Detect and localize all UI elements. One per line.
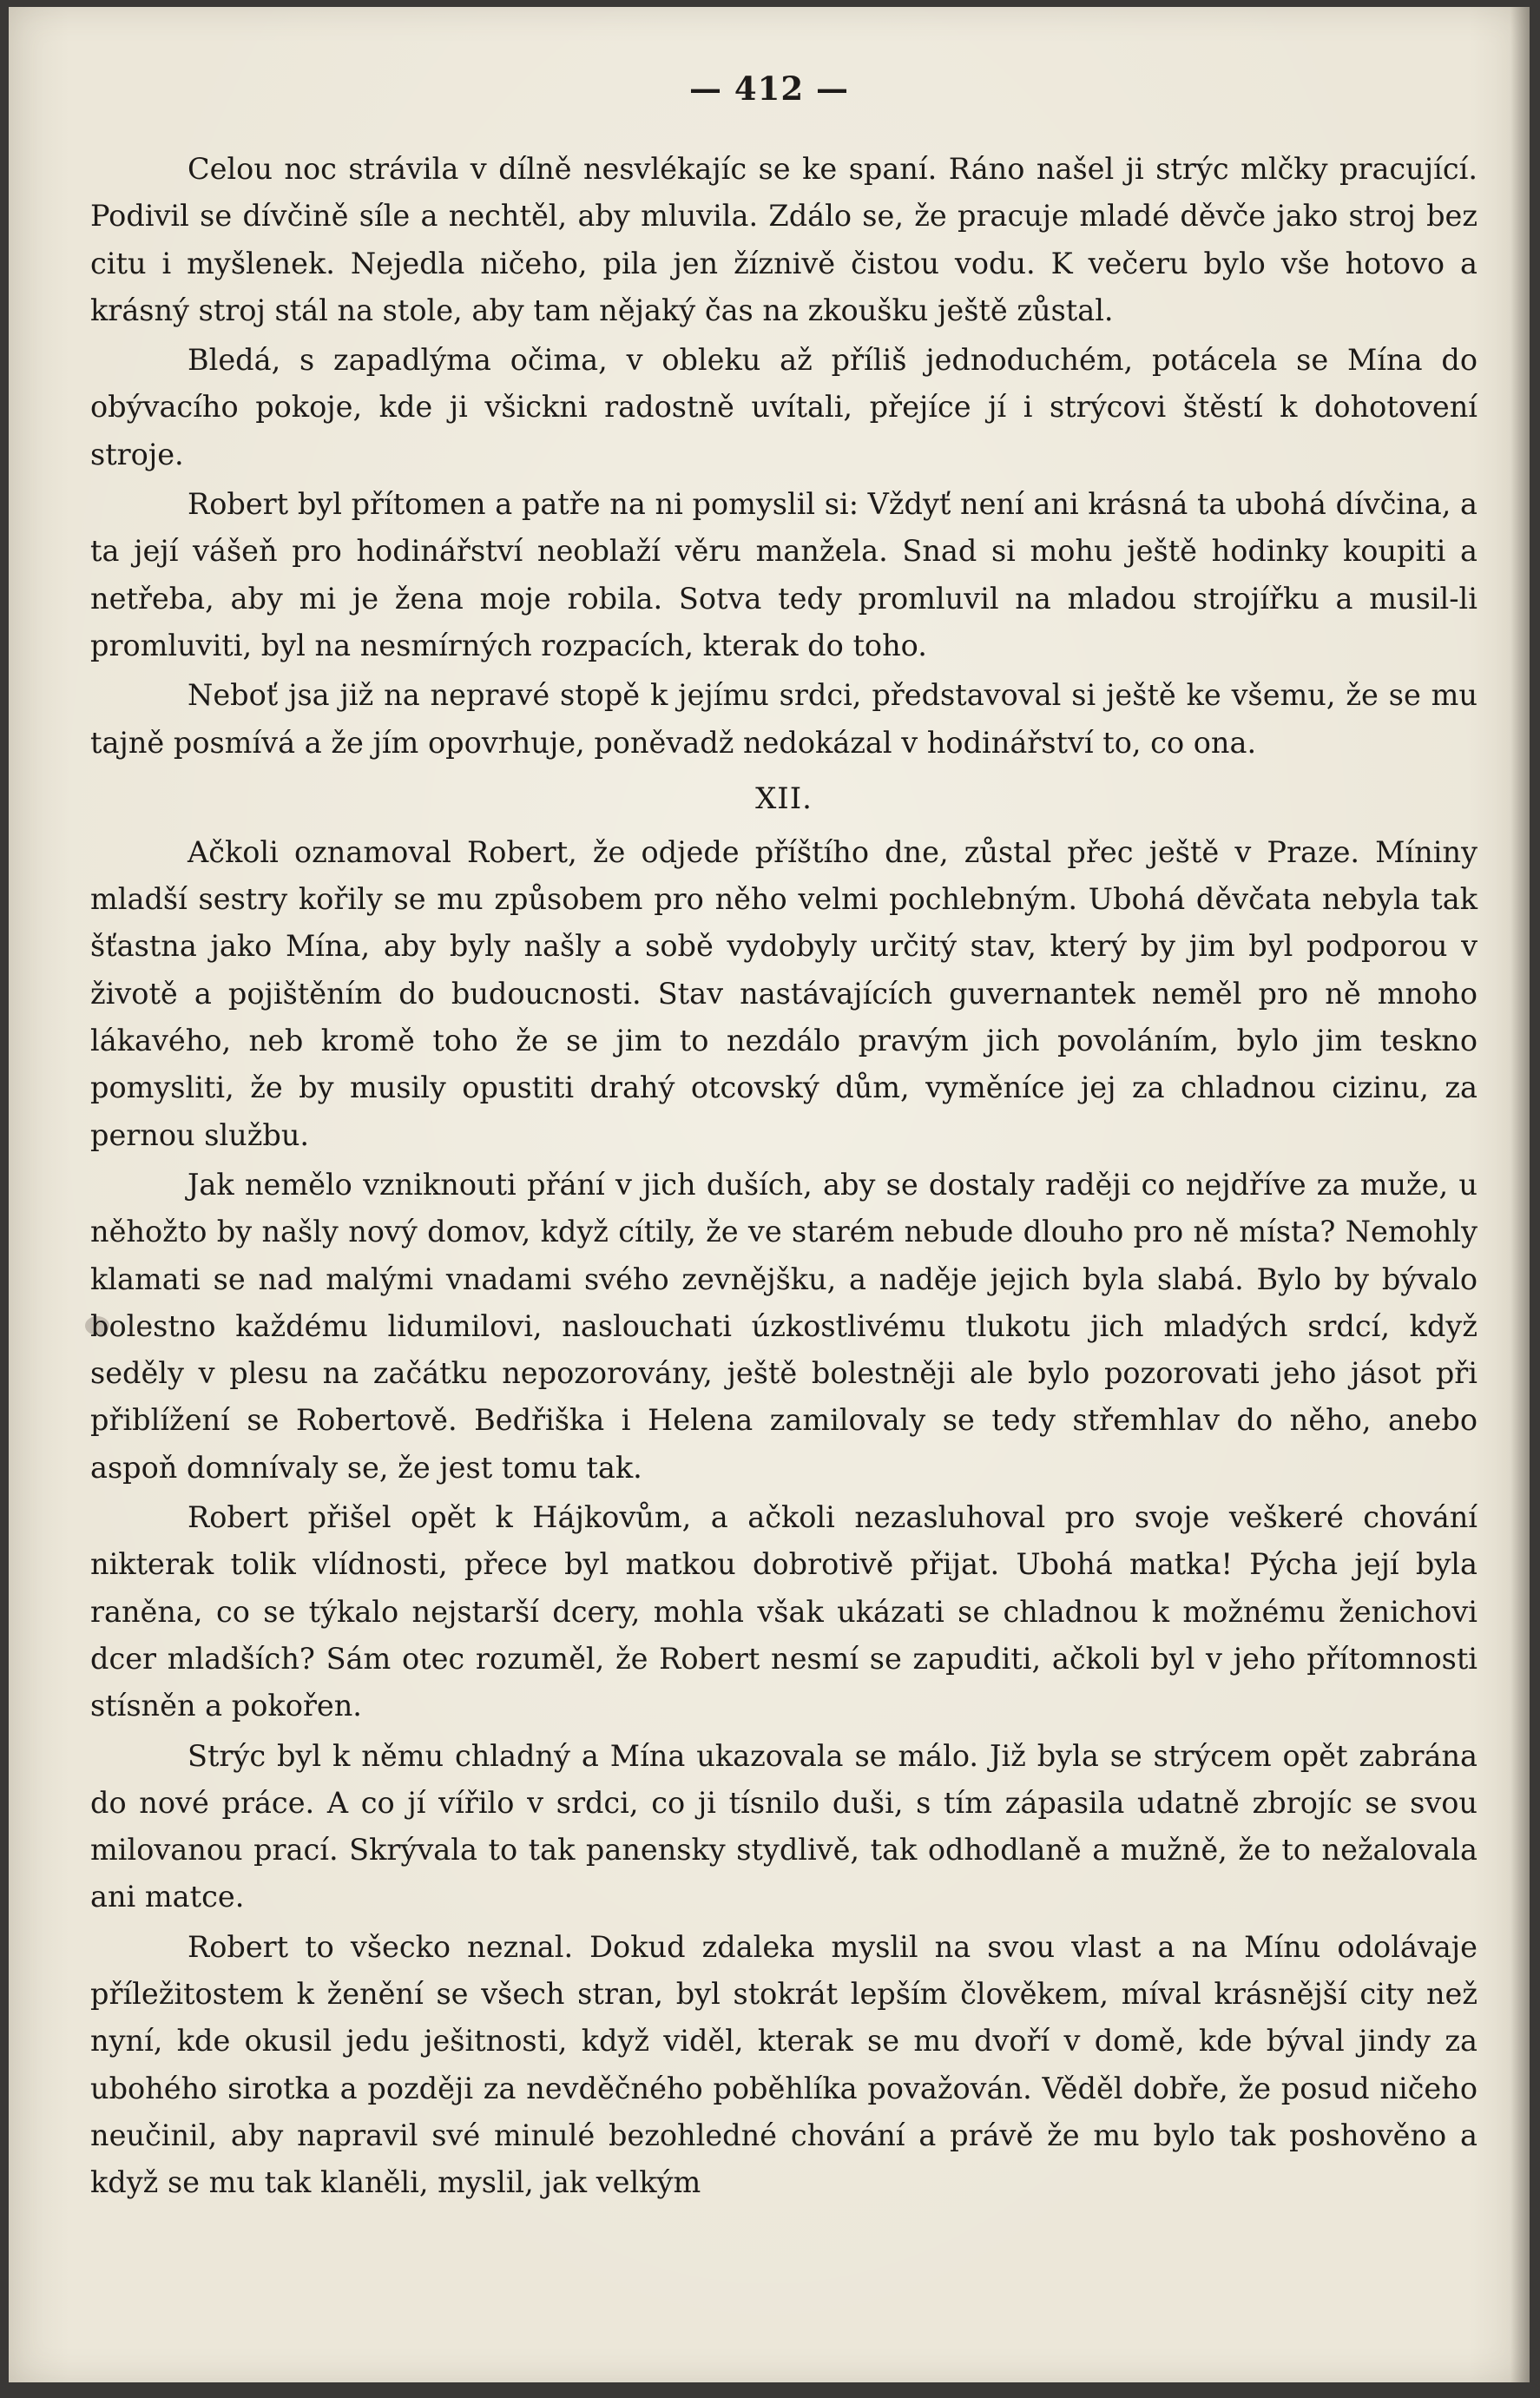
paragraph: Celou noc strávila v dílně nesvlékajíc se ke spaní. Ráno našel ji strýc mlčky pracující. Podivil se dívčině síle a nechtěl, aby mluvila. Zdálo se, že pracuje mladé děvče jako stroj bez citu i myšlenek. Nejedla ničeho, pila jen žíznivě čistou vodu. K večeru bylo vše hotovo a krásný stroj stál na stole, aby tam nějaký čas na zkoušku ještě zůstal.	[90, 152, 1477, 327]
paragraph: Ačkoli oznamoval Robert, že odjede příštího dne, zůstal přec ještě v Praze. Míniny mladší sestry kořily se mu způsobem pro něho velmi pochlebným. Ubohá děvčata nebyla tak šťastna jako Mína, aby byly našly a sobě vydobyly určitý stav, který by jim byl podporou v životě a pojištěním do budoucnosti. Stav nastávajících guvernantek neměl pro ně mnoho lákavého, neb kromě toho že se jim to nezdálo pravým jich povoláním, bylo jim teskno pomysliti, že by musily opustiti drahý otcovský dům, vyměníce jej za chladnou cizinu, za pernou službu.	[90, 834, 1477, 1152]
paragraph: Jak nemělo vzniknouti přání v jich duších, aby se dostaly raději co nejdříve za muže, u něhožto by našly nový domov, když cítily, že ve starém nebude dlouho pro ně místa? Nemohly klamati se nad malými vnadami svého zevnějšku, a naděje jejich byla slabá. Bylo by bývalo bolestno každému lidumilovi, naslouchati úzkostlivému tlukotu jich mladých srdcí, když seděly v plesu na začátku nepozorovány, ještě bolestněji ale bylo pozorovati jeho jásot při přiblížení se Robertově. Bedřiška i Helena zamilovaly se tedy střemhlav do něho, anebo aspoň domnívaly se, že jest tomu tak.	[90, 1167, 1477, 1485]
page-spine-shadow	[1510, 7, 1530, 2382]
paragraph: Bledá, s zapadlýma očima, v obleku až příliš jednoduchém, potácela se Mína do obývacího pokoje, kde ji všickni radostně uvítali, přejíce jí i strýcovi štěstí k dohotovení stroje.	[90, 343, 1477, 471]
book-page	[9, 7, 1530, 2382]
paragraph: Robert byl přítomen a patře na ni pomyslil si: Vždyť není ani krásná ta ubohá dívčina, a ta její vášeň pro hodinářství neoblaží věru manžela. Snad si mohu ještě hodinky koupiti a netřeba, aby mi je žena moje robila. Sotva tedy promluvil na mladou strojířku a musil-li promluviti, byl na nesmírných rozpacích, kterak do toho.	[90, 487, 1477, 662]
chapter-heading: XII.	[755, 781, 813, 816]
paragraph: Neboť jsa již na nepravé stopě k jejímu srdci, představoval si ještě ke všemu, že se mu tajně posmívá a že jím opovrhuje, poněvadž nedokázal v hodinářství to, co ona.	[90, 678, 1477, 760]
paragraph: Robert to všecko neznal. Dokud zdaleka myslil na svou vlast a na Mínu odolávaje příležitostem k ženění se všech stran, byl stokrát lepším člověkem, míval krásnější city než nyní, kde okusil jedu ješitnosti, když viděl, kterak se mu dvoří v domě, kde býval jindy za ubohého sirotka a později za nevděčného poběhlíka považován. Věděl dobře, že posud ničeho neučinil, aby napravil své minulé bezohledné chování a právě že mu bylo tak poshověno a když se mu tak klaněli, myslil, jak velkým	[90, 1929, 1477, 2200]
page-body	[90, 146, 1477, 2206]
paragraph: Strýc byl k němu chladný a Mína ukazovala se málo. Již byla se strýcem opět zabrána do nové práce. A co jí vířilo v srdci, co ji tísnilo duši, s tím zápasila udatně zbrojíc se svou milovanou prací. Skrývala to tak panensky stydlivě, tak odhodlaně a mužně, že to nežalovala ani matce.	[90, 1738, 1477, 1914]
page-number: — 412 —	[689, 69, 849, 108]
paragraph: Robert přišel opět k Hájkovům, a ačkoli nezasluhoval pro svoje veškeré chování nikterak tolik vlídnosti, přece byl matkou dobrotivě přijat. Ubohá matka! Pýcha její byla raněna, co se týkalo nejstarší dcery, mohla však ukázati se chladnou k možnému ženichovi dcer mladších? Sám otec rozuměl, že Robert nesmí se zapuditi, ačkoli byl v jeho přítomnosti stísněn a pokořen.	[90, 1500, 1477, 1723]
